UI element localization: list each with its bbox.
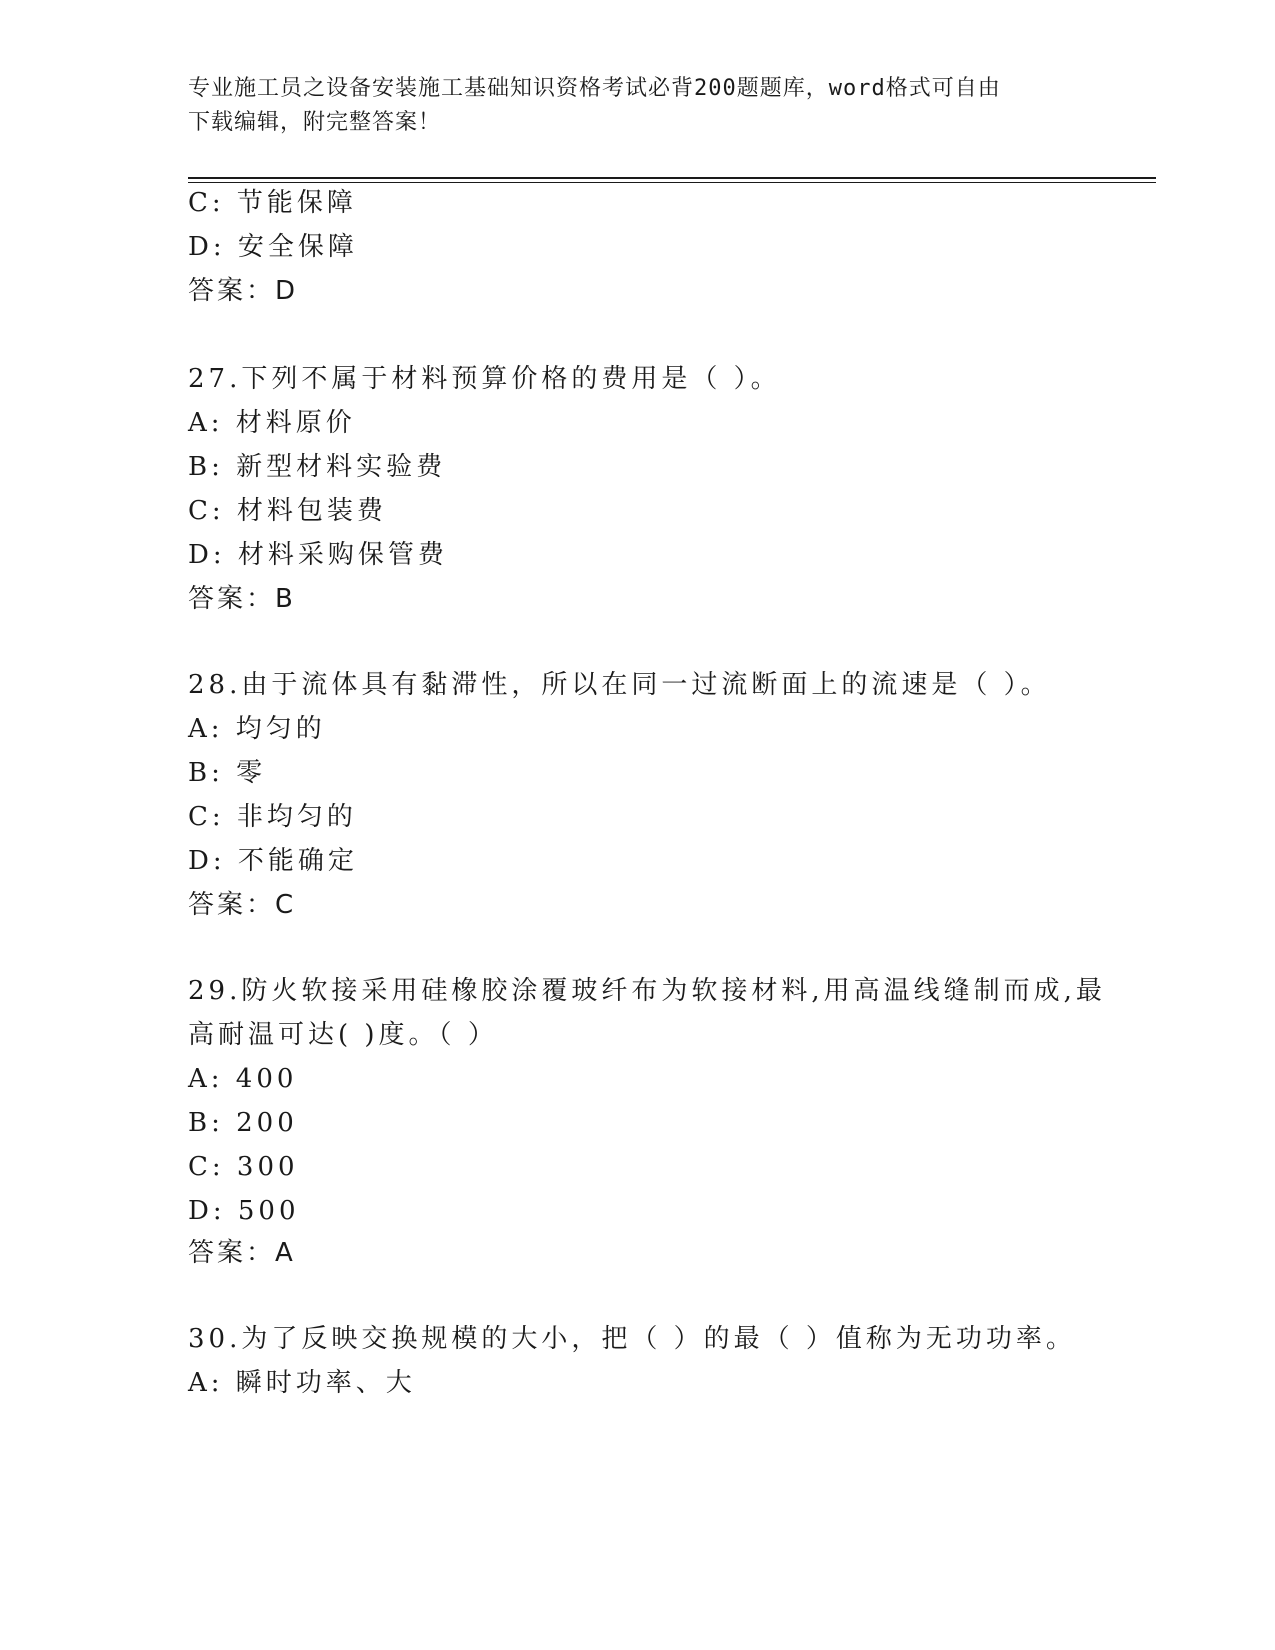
q27-option-a: A: 材料原价	[188, 408, 356, 438]
q27-answer: 答案：B	[188, 584, 296, 614]
q28-option-b: B: 零	[188, 758, 267, 788]
q27-option-d: D: 材料采购保管费	[188, 540, 448, 570]
q28-option-a: A: 均匀的	[188, 714, 326, 744]
q29-option-c: C: 300	[188, 1152, 299, 1182]
header-divider-thin	[188, 182, 1156, 183]
header-line-2: 下载编辑，附完整答案！	[188, 110, 442, 135]
q29-question-line-1: 29.防火软接采用硅橡胶涂覆玻纤布为软接材料,用高温线缝制而成,最	[188, 976, 1106, 1006]
header-divider-thick	[188, 177, 1156, 179]
q29-option-d: D: 500	[188, 1196, 300, 1226]
q28-answer: 答案：C	[188, 890, 297, 920]
q26-answer: 答案：D	[188, 276, 299, 306]
q29-answer: 答案：A	[188, 1238, 296, 1268]
header-line-1: 专业施工员之设备安装施工基础知识资格考试必背200题题库，word格式可自由	[188, 76, 1001, 101]
q30-option-a: A: 瞬时功率、大	[188, 1368, 416, 1398]
q29-question-line-2: 高耐温可达( )度。（ ）	[188, 1020, 498, 1050]
q27-option-b: B: 新型材料实验费	[188, 452, 447, 482]
q27-option-c: C: 材料包装费	[188, 496, 387, 526]
q27-question: 27.下列不属于材料预算价格的费用是（ ）。	[188, 364, 781, 394]
q30-question: 30.为了反映交换规模的大小，把（ ）的最（ ）值称为无功功率。	[188, 1324, 1076, 1354]
q28-option-d: D: 不能确定	[188, 846, 358, 876]
q29-option-b: B: 200	[188, 1108, 298, 1138]
q26-option-c: C: 节能保障	[188, 188, 357, 218]
q28-option-c: C: 非均匀的	[188, 802, 357, 832]
q29-option-a: A: 400	[188, 1064, 298, 1094]
q28-question: 28.由于流体具有黏滞性，所以在同一过流断面上的流速是（ ）。	[188, 670, 1051, 700]
q26-option-d: D: 安全保障	[188, 232, 358, 262]
document-header	[188, 72, 1068, 140]
